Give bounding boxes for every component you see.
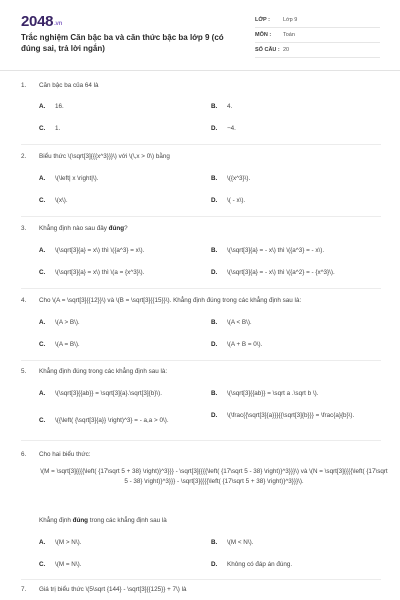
header [0, 0, 400, 71]
option-text: \(x\). [55, 197, 68, 204]
option-label: A. [39, 175, 46, 182]
option-c[interactable] [39, 268, 199, 278]
question-text: Giá trị biểu thức \(5\sqrt {144} - \sqrt[3]{{125}} + 7\) là [39, 586, 187, 593]
option-text: \(\left| x \right|\). [55, 175, 99, 182]
divider [21, 440, 381, 441]
option-b[interactable] [211, 102, 391, 112]
site-logo[interactable] [21, 13, 62, 30]
option-d[interactable] [211, 196, 391, 206]
option-text: \(A > B\). [55, 319, 80, 326]
option-c[interactable] [39, 416, 211, 426]
question-number: 4. [21, 297, 27, 304]
option-text: \(\sqrt[3]{a} = - x\) thì \({a^2} = - {x^3}\). [227, 269, 335, 276]
meta-row-class [255, 13, 380, 28]
option-label: C. [39, 269, 46, 276]
option-label: D. [211, 412, 218, 419]
option-d[interactable] [211, 340, 391, 350]
option-d[interactable] [211, 560, 391, 570]
option-a[interactable] [39, 389, 211, 399]
option-text: \(\sqrt[3]{{ab}} = \sqrt a .\sqrt b \). [227, 390, 319, 397]
option-b[interactable] [211, 174, 391, 184]
option-label: A. [39, 247, 46, 254]
meta-table [255, 13, 380, 58]
option-label: B. [211, 175, 218, 182]
option-label: C. [39, 417, 46, 424]
option-text: \({\left( {\sqrt[3]{a}} \right)^3} = - a,a > 0\). [55, 417, 169, 424]
option-c[interactable] [39, 340, 199, 350]
question-text: Cho \(A = \sqrt[3]{{12}}\) và \(B = \sqrt[3]{{15}}\). Khẳng định đúng trong các khẳng định sau là: [39, 297, 302, 304]
option-text: \(\frac{{\sqrt[3]{a}}}{{\sqrt[3]{b}}} = \frac{a}{b}\). [227, 412, 355, 419]
question-number: 7. [21, 586, 27, 593]
option-label: D. [211, 341, 218, 348]
option-label: B. [211, 103, 218, 110]
option-a[interactable] [39, 538, 199, 548]
option-label: D. [211, 269, 218, 276]
option-text: \(M > N\). [55, 539, 82, 546]
option-b[interactable] [211, 389, 391, 399]
option-text: \(\sqrt[3]{a} = - x\) thì \({a^3} = - x\). [227, 247, 325, 254]
option-c[interactable] [39, 124, 199, 134]
formula-block: \(M = \sqrt[3]{{{{\left( {17\sqrt 5 + 38} \right)}^3}}} - \sqrt[3]{{{{\left( {17\sqrt 5 - 38} \right)}^3}}}\) và \(N = \sqrt[3]{{{{\left( {17\sqrt 5 - 38} \right)}^3}}} - \sqrt[3]{{{{\left( {17\sqrt 5 + 38} \right)}^3}}}\). [40, 468, 388, 485]
question-text [39, 224, 389, 234]
question-number: 1. [21, 82, 27, 89]
meta-value: Lớp 9 [283, 17, 298, 23]
option-text: −4. [227, 125, 236, 132]
option-label: B. [211, 539, 218, 546]
option-text: \( - x\). [227, 197, 246, 204]
option-text: \(\sqrt[3]{{ab}} = \sqrt[3]{a}.\sqrt[3]{b}\). [55, 390, 162, 397]
option-label: A. [39, 319, 46, 326]
option-b[interactable] [211, 246, 391, 256]
divider [21, 216, 381, 217]
option-d[interactable] [211, 411, 391, 421]
question-emphasis: đúng [108, 225, 125, 232]
option-text: \(A + B = 0\). [227, 341, 263, 348]
question-text-part: trong các khẳng định sau là [88, 517, 167, 524]
divider [21, 288, 381, 289]
option-text: \(A < B\). [227, 319, 252, 326]
option-text: Không có đáp án đúng. [227, 561, 293, 568]
option-text: \(M = N\). [55, 561, 82, 568]
divider [21, 360, 381, 361]
option-label: D. [211, 561, 218, 568]
option-label: A. [39, 539, 46, 546]
meta-value: 20 [283, 47, 290, 53]
question-text: Biểu thức \(\sqrt[3]{{{x^3}}}\) với \(\,x > 0\) bằng [39, 153, 170, 160]
option-text: \({x^3}\). [227, 175, 251, 182]
option-c[interactable] [39, 196, 199, 206]
logo-text: 2048 [21, 13, 54, 30]
option-text: \(\sqrt[3]{a} = x\) thì \(a = {x^3}\). [55, 269, 145, 276]
option-label: C. [39, 197, 46, 204]
option-a[interactable] [39, 246, 199, 256]
option-label: C. [39, 341, 46, 348]
option-label: A. [39, 390, 46, 397]
option-label: D. [211, 197, 218, 204]
option-d[interactable] [211, 268, 391, 278]
question-number: 2. [21, 153, 27, 160]
option-label: C. [39, 125, 46, 132]
question-emphasis: đúng [72, 517, 89, 524]
option-a[interactable] [39, 318, 199, 328]
option-text: 4. [227, 103, 233, 110]
logo-tld: .vn [54, 21, 62, 27]
question-text-part: Khẳng định nào sau đây [39, 225, 109, 232]
meta-row-count [255, 43, 380, 58]
option-label: B. [211, 247, 218, 254]
option-label: B. [211, 319, 218, 326]
question-text-part: Khẳng định [39, 517, 73, 524]
question-number: 6. [21, 451, 27, 458]
option-b[interactable] [211, 538, 391, 548]
option-text: 1. [55, 125, 61, 132]
option-text: \(\sqrt[3]{a} = x\) thì \({a^3} = x\). [55, 247, 145, 254]
divider [21, 579, 381, 580]
option-text: 16. [55, 103, 64, 110]
option-label: B. [211, 390, 218, 397]
question-number: 5. [21, 368, 27, 375]
option-label: D. [211, 125, 218, 132]
option-c[interactable] [39, 560, 199, 570]
question-text: Cho hai biểu thức: [39, 451, 91, 458]
option-b[interactable] [211, 318, 391, 328]
option-label: A. [39, 103, 46, 110]
question-subtext [39, 517, 167, 524]
option-text: \(M < N\). [227, 539, 254, 546]
option-label: C. [39, 561, 46, 568]
page-title: Trắc nghiệm Căn bậc ba và căn thức bậc ba lớp 9 (có đúng sai, trả lời ngắn) [21, 33, 224, 53]
option-d[interactable] [211, 124, 391, 134]
option-a[interactable] [39, 174, 199, 184]
meta-key: LỚP : [255, 17, 270, 23]
meta-row-subject [255, 28, 380, 43]
question-text: Căn bậc ba của 64 là [39, 82, 99, 89]
question-text-part: ? [124, 225, 128, 232]
meta-key: SỐ CÂU : [255, 47, 280, 53]
option-text: \(A = B\). [55, 341, 80, 348]
meta-key: MÔN : [255, 32, 272, 38]
meta-value: Toán [283, 32, 295, 38]
divider [21, 144, 381, 145]
option-a[interactable] [39, 102, 199, 112]
question-text: Khẳng định đúng trong các khẳng định sau là: [39, 368, 168, 375]
question-number: 3. [21, 225, 27, 232]
